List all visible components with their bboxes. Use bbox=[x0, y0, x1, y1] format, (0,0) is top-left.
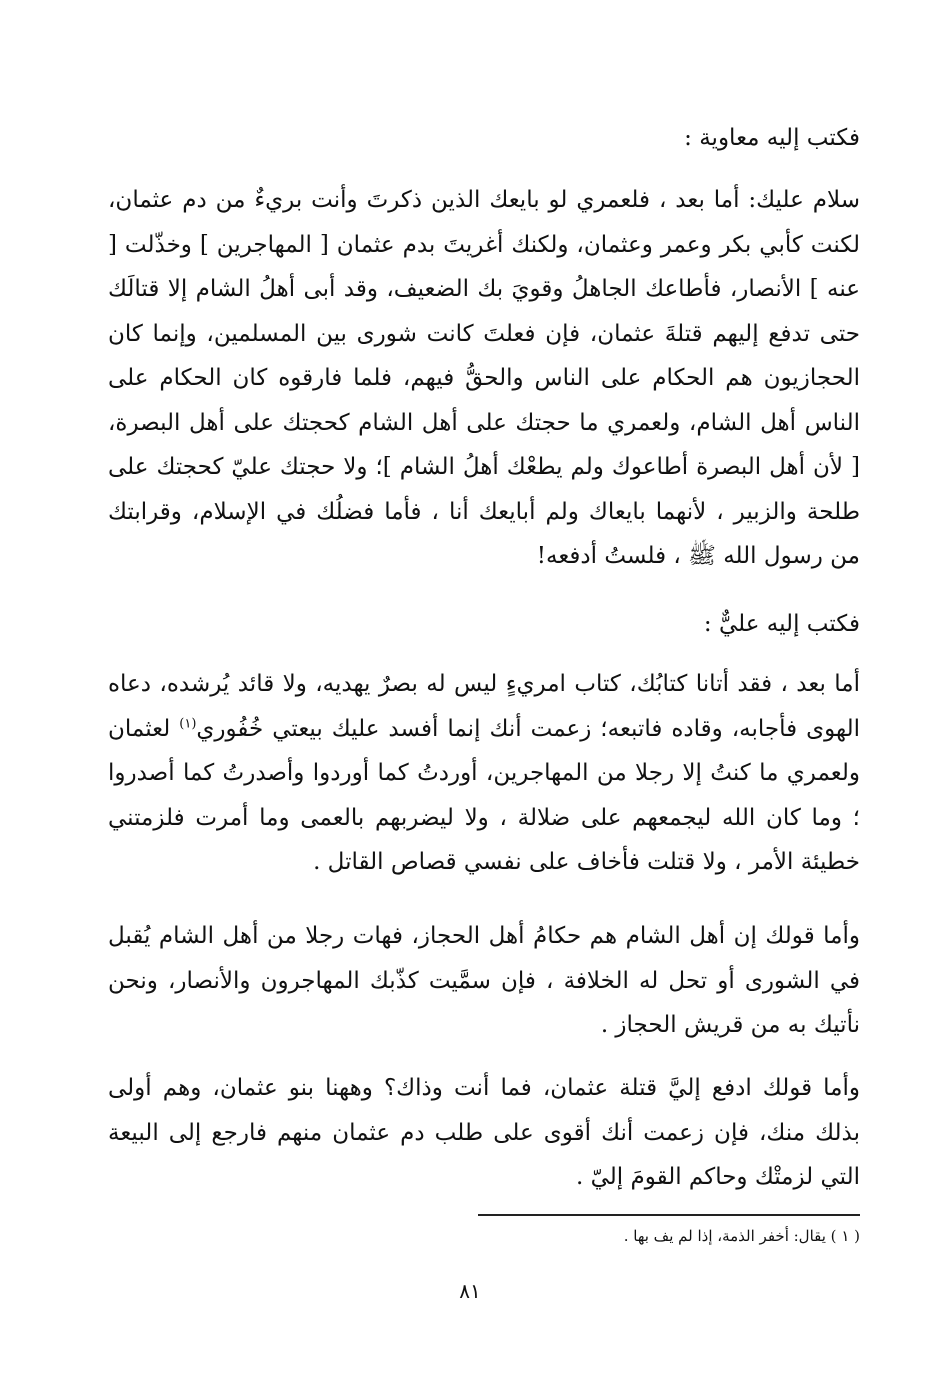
footnote: ( ١ ) يقال: أخفر الذمة، إذا لم يف بها . bbox=[623, 1227, 860, 1245]
heading-ali: فكتب إليه عليٌّ : bbox=[703, 611, 860, 637]
paragraph-ali-letter-1-text: أما بعد ، فقد أتانا كتابُك، كتاب امريءٍ ليس له بصرٌ يهديه، ولا قائد يُرشده، دعاه الهوى فأجابه، وقاده فاتبعه؛ زعمت أنك إنما أفسد عليك بيعتي خُفُوري bbox=[108, 671, 861, 742]
footnote-divider bbox=[478, 1214, 860, 1216]
paragraph-ali-letter-3: وأما قولك ادفع إليَّ قتلة عثمان، فما أنت وذاك؟ وههنا بنو عثمان، وهم أولى بذلك منك، فإن زعمت أنك أقوى على طلب دم عثمان منهم فارجع إلى البيعة التي لزمتْك وحاكم القومَ إليّ . bbox=[108, 1075, 860, 1190]
paragraph-ali-letter-1 bbox=[108, 662, 860, 885]
heading-muawiya: فكتب إليه معاوية : bbox=[684, 125, 860, 151]
paragraph-ali-letter-2: وأما قولك إن أهل الشام هم حكامُ أهل الحجاز، فهات رجلا من أهل الشام يُقبل في الشورى أو تحل له الخلافة ، فإن سمَّيت كذّبك المهاجرون والأنصار، ونحن نأتيك به من قريش الحجاز . bbox=[108, 923, 860, 1038]
paragraph-muawiya-letter: سلام عليك: أما بعد ، فلعمري لو بايعك الذين ذكرتَ وأنت بريءٌ من دم عثمان، لكنت كأبي بكر وعمر وعثمان، ولكنك أغريتَ بدم عثمان [ المهاجرين ] وخذّلت [ عنه ] الأنصار، فأطاعك الجاهلُ وقويَ بك الضعيف، وقد أبى أهلُ الشام إلا قتالَك حتى تدفع إليهم قتلةَ عثمان، فإن فعلتَ كانت شورى بين المسلمين، وإنما كان الحجازيون هم الحكام على الناس والحقُّ فيهم، فلما فارقوه كان الحكام على الناس أهل الشام، ولعمري ما حجتك على أهل الشام كحجتك على أهل البصرة، [ لأن أهل البصرة أطاعوك ولم يطعْك أهلُ الشام ]؛ ولا حجتك عليّ كحجتك على طلحة والزبير ، لأنهما بايعاك ولم أبايعك أنا ، فأما فضلُك في الإسلام، وقرابتك من رسول الله ﷺ ، فلستُ أدفعه! bbox=[108, 187, 860, 569]
footnote-marker: (١) bbox=[179, 715, 197, 731]
paragraph-ali-letter-1-continued: لعثمان ولعمري ما كنتُ إلا رجلا من المهاجرين، أوردتُ كما أوردوا وأصدرتُ كما أصدروا ؛ وما كان الله ليجمعهم على ضلالة ، ولا ليضربهم بالعمى وما أمرت فلزمتني خطيئة الأمر ، ولا قتلت فأخاف على نفسي قصاص القاتل . bbox=[108, 715, 860, 875]
page-number: ٨١ bbox=[459, 1279, 481, 1303]
